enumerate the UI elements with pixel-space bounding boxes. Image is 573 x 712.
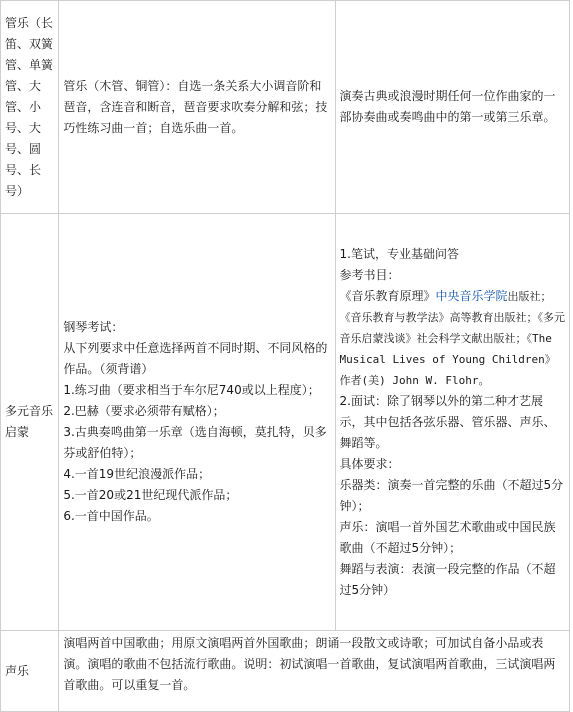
written-exam-line: 1.笔试，专业基础问答 [339, 246, 459, 261]
vocal-requirements-cell [59, 631, 570, 712]
reference-books-rest: 出版社；《音乐教育与教学法》高等教育出版社；《多元音乐启蒙浅谈》社会科学文献出版社；《The Musical Lives of Young Children》作者(美) John W. Flohr。 [339, 289, 565, 387]
requirement-vocal: 声乐：演唱一首外国艺术歌曲或中国民族歌曲（不超过5分钟）； [339, 519, 556, 555]
major-cell [1, 1, 59, 214]
publisher-link[interactable]: 中央音乐学院 [435, 288, 508, 303]
requirement-instrument: 乐器类：演奏一首完整的乐曲（不超过5分钟）； [339, 477, 564, 513]
piano-item: 2.巴赫（要求必须带有赋格）； [63, 404, 225, 418]
retest-exam-text: 演奏古典或浪漫时期任何一位作曲家的一部协奏曲或奏鸣曲中的第一或第三乐章。 [339, 89, 556, 124]
piano-item: 6.一首中国作品。 [63, 509, 159, 523]
initial-exam-text: 管乐（木管、铜管）：自选一条关系大小调音阶和琶音，含连音和断音，琶音要求吹奏分解和弦；技巧性练习曲一首；自选乐曲一首。 [63, 78, 328, 135]
major-cell [1, 214, 59, 631]
table-row-wind-instruments [1, 1, 570, 214]
piano-item: 3.古典奏鸣曲第一乐章（选自海顿，莫扎特，贝多芬或舒伯特）； [63, 425, 327, 460]
piano-item: 4.一首19世纪浪漫派作品； [63, 467, 211, 481]
piano-exam-cell [59, 214, 335, 631]
piano-exam-title: 钢琴考试： [63, 320, 124, 334]
piano-item: 1.练习曲（要求相当于车尔尼740或以上程度）； [63, 383, 320, 397]
reference-books-label: 参考书目： [339, 267, 400, 282]
major-cell [1, 631, 59, 712]
requirement-dance: 舞蹈与表演：表演一段完整的作品（不超过5分钟） [339, 561, 556, 597]
retest-exam-cell [335, 1, 570, 214]
major-label: 多元音乐启蒙 [5, 404, 54, 439]
major-label: 管乐（长笛、双簧管、单簧管、大管、小号、大号、圆号、长号） [5, 15, 54, 198]
piano-item: 5.一首20或21世纪现代派作品； [63, 488, 238, 502]
reference-book-first: 《音乐教育原理》 [339, 288, 436, 303]
table-row-multicultural-music [1, 214, 570, 631]
written-interview-cell [335, 214, 570, 631]
reference-books [340, 286, 566, 391]
interview-text: 2.面试：除了钢琴以外的第二种才艺展示，其中包括各弦乐器、管乐器、声乐、舞蹈等。 [339, 393, 556, 450]
piano-exam-intro: 从下列要求中任意选择两首不同时期、不同风格的作品。（须背谱） [63, 341, 328, 376]
table-row-vocal [1, 631, 570, 712]
major-label: 声乐 [5, 663, 30, 678]
initial-exam-cell [59, 1, 335, 214]
requirements-label: 具体要求： [339, 456, 400, 471]
vocal-requirements-text: 演唱两首中国歌曲；用原文演唱两首外国歌曲；朗诵一段散文或诗歌；可加试自备小品或表演。演唱的歌曲不包括流行歌曲。说明：初试演唱一首歌曲，复试演唱两首歌曲，三试演唱两首歌曲。可以重复一首。 [63, 636, 556, 692]
